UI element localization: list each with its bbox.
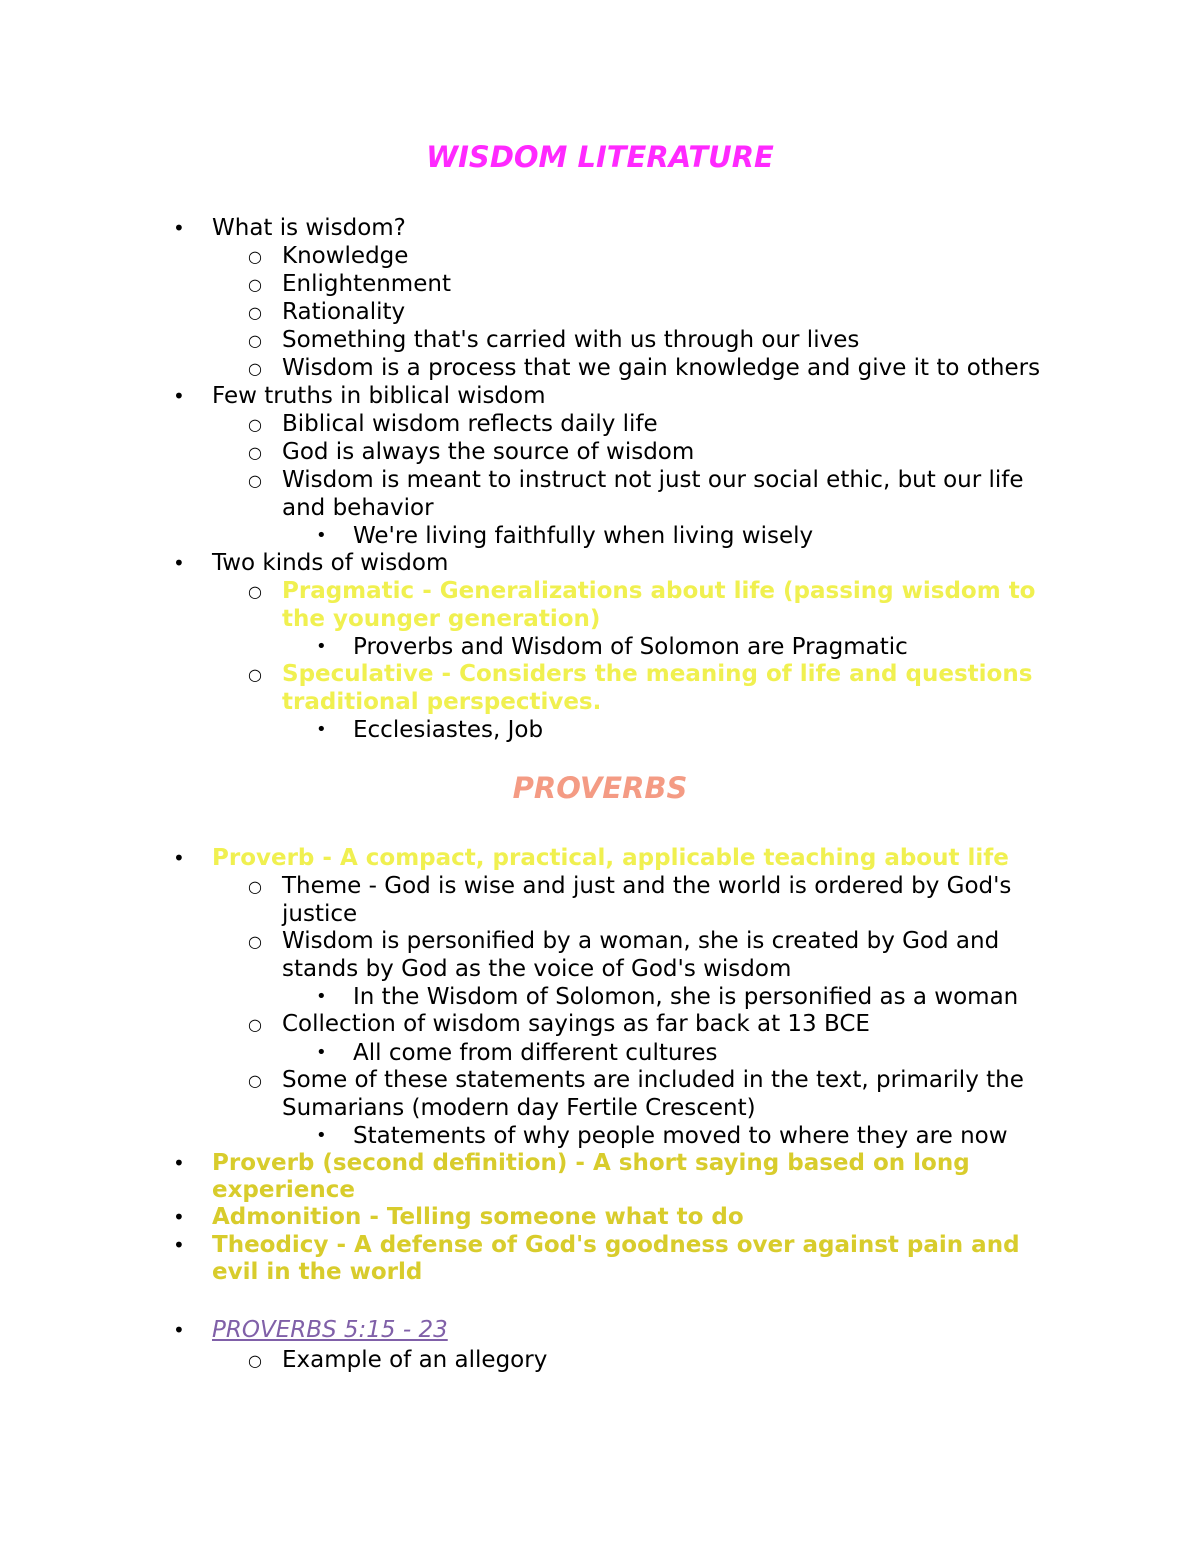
list-item: In the Wisdom of Solomon, she is personified as a woman [353, 984, 1019, 1010]
bullet-level2: ○ [248, 665, 262, 684]
speculative-definition-continuation: traditional perspectives. [282, 689, 602, 715]
list-item: Few truths in biblical wisdom [212, 383, 546, 409]
bullet-level2: ○ [248, 1015, 262, 1034]
theodicy-definition: Theodicy - A defense of God's goodness over against pain and [212, 1232, 1020, 1258]
bullet-level3: • [316, 636, 327, 657]
bullet-level1: • [173, 1318, 185, 1342]
bullet-level2: ○ [248, 1071, 262, 1090]
bullet-level3: • [316, 719, 327, 740]
bullet-level1: • [173, 384, 185, 408]
bullet-level2: ○ [248, 331, 262, 350]
list-item: Some of these statements are included in the text, primarily the [282, 1067, 1024, 1093]
bullet-level2: ○ [248, 359, 262, 378]
list-item-continuation: Sumarians (modern day Fertile Crescent) [282, 1095, 756, 1121]
list-item-continuation: justice [282, 901, 358, 927]
list-item: Example of an allegory [282, 1347, 548, 1373]
list-item: Enlightenment [282, 271, 451, 297]
bullet-level2: ○ [248, 471, 262, 490]
pragmatic-definition: Pragmatic - Generalizations about life (passing wisdom to [282, 578, 1036, 604]
bullet-level2: ○ [248, 1351, 262, 1370]
bullet-level3: • [316, 525, 327, 546]
page-title: WISDOM LITERATURE [426, 140, 774, 174]
list-item: What is wisdom? [212, 215, 406, 241]
bullet-level1: • [173, 1151, 185, 1175]
bullet-level1: • [173, 1205, 185, 1229]
bullet-level2: ○ [248, 443, 262, 462]
bullet-level2: ○ [248, 877, 262, 896]
bullet-level3: • [316, 1042, 327, 1063]
theodicy-definition-continuation: evil in the world [212, 1259, 423, 1285]
bullet-level3: • [316, 986, 327, 1007]
list-item: Wisdom is meant to instruct not just our social ethic, but our life [282, 467, 1024, 493]
list-item: Two kinds of wisdom [212, 550, 449, 576]
list-item: Knowledge [282, 243, 409, 269]
bullet-level1: • [173, 846, 185, 870]
list-item: Something that's carried with us through our lives [282, 327, 860, 353]
bullet-level2: ○ [248, 303, 262, 322]
list-item: We're living faithfully when living wisely [353, 523, 814, 549]
list-item: All come from different cultures [353, 1040, 718, 1066]
proverbs-passage-link[interactable]: PROVERBS 5:15 - 23 [212, 1317, 448, 1343]
proverb-definition: Proverb - A compact, practical, applicable teaching about life [212, 845, 1009, 871]
second-definition: Proverb (second definition) - A short saying based on long [212, 1150, 970, 1176]
bullet-level1: • [173, 1233, 185, 1257]
bullet-level2: ○ [248, 275, 262, 294]
speculative-definition: Speculative - Considers the meaning of life and questions [282, 661, 1033, 687]
list-item: Biblical wisdom reflects daily life [282, 411, 658, 437]
list-item: Statements of why people moved to where they are now [353, 1123, 1008, 1149]
pragmatic-definition-continuation: the younger generation) [282, 606, 601, 632]
bullet-level1: • [173, 551, 185, 575]
list-item: Wisdom is a process that we gain knowledge and give it to others [282, 355, 1041, 381]
bullet-level1: • [173, 216, 185, 240]
list-item: Theme - God is wise and just and the world is ordered by God's [282, 873, 1012, 899]
section-title-proverbs: PROVERBS [512, 771, 688, 805]
list-item: Proverbs and Wisdom of Solomon are Pragmatic [353, 634, 908, 660]
list-item-continuation: and behavior [282, 495, 434, 521]
bullet-level2: ○ [248, 932, 262, 951]
bullet-level2: ○ [248, 415, 262, 434]
list-item: Collection of wisdom sayings as far back at 13 BCE [282, 1011, 870, 1037]
list-item: Ecclesiastes, Job [353, 717, 544, 743]
list-item: Wisdom is personified by a woman, she is created by God and [282, 928, 1000, 954]
list-item: Rationality [282, 299, 406, 325]
bullet-level2: ○ [248, 247, 262, 266]
list-item-continuation: stands by God as the voice of God's wisdom [282, 956, 792, 982]
admonition-definition: Admonition - Telling someone what to do [212, 1204, 744, 1230]
second-definition-continuation: experience [212, 1177, 355, 1203]
bullet-level2: ○ [248, 582, 262, 601]
bullet-level3: • [316, 1125, 327, 1146]
list-item: God is always the source of wisdom [282, 439, 695, 465]
